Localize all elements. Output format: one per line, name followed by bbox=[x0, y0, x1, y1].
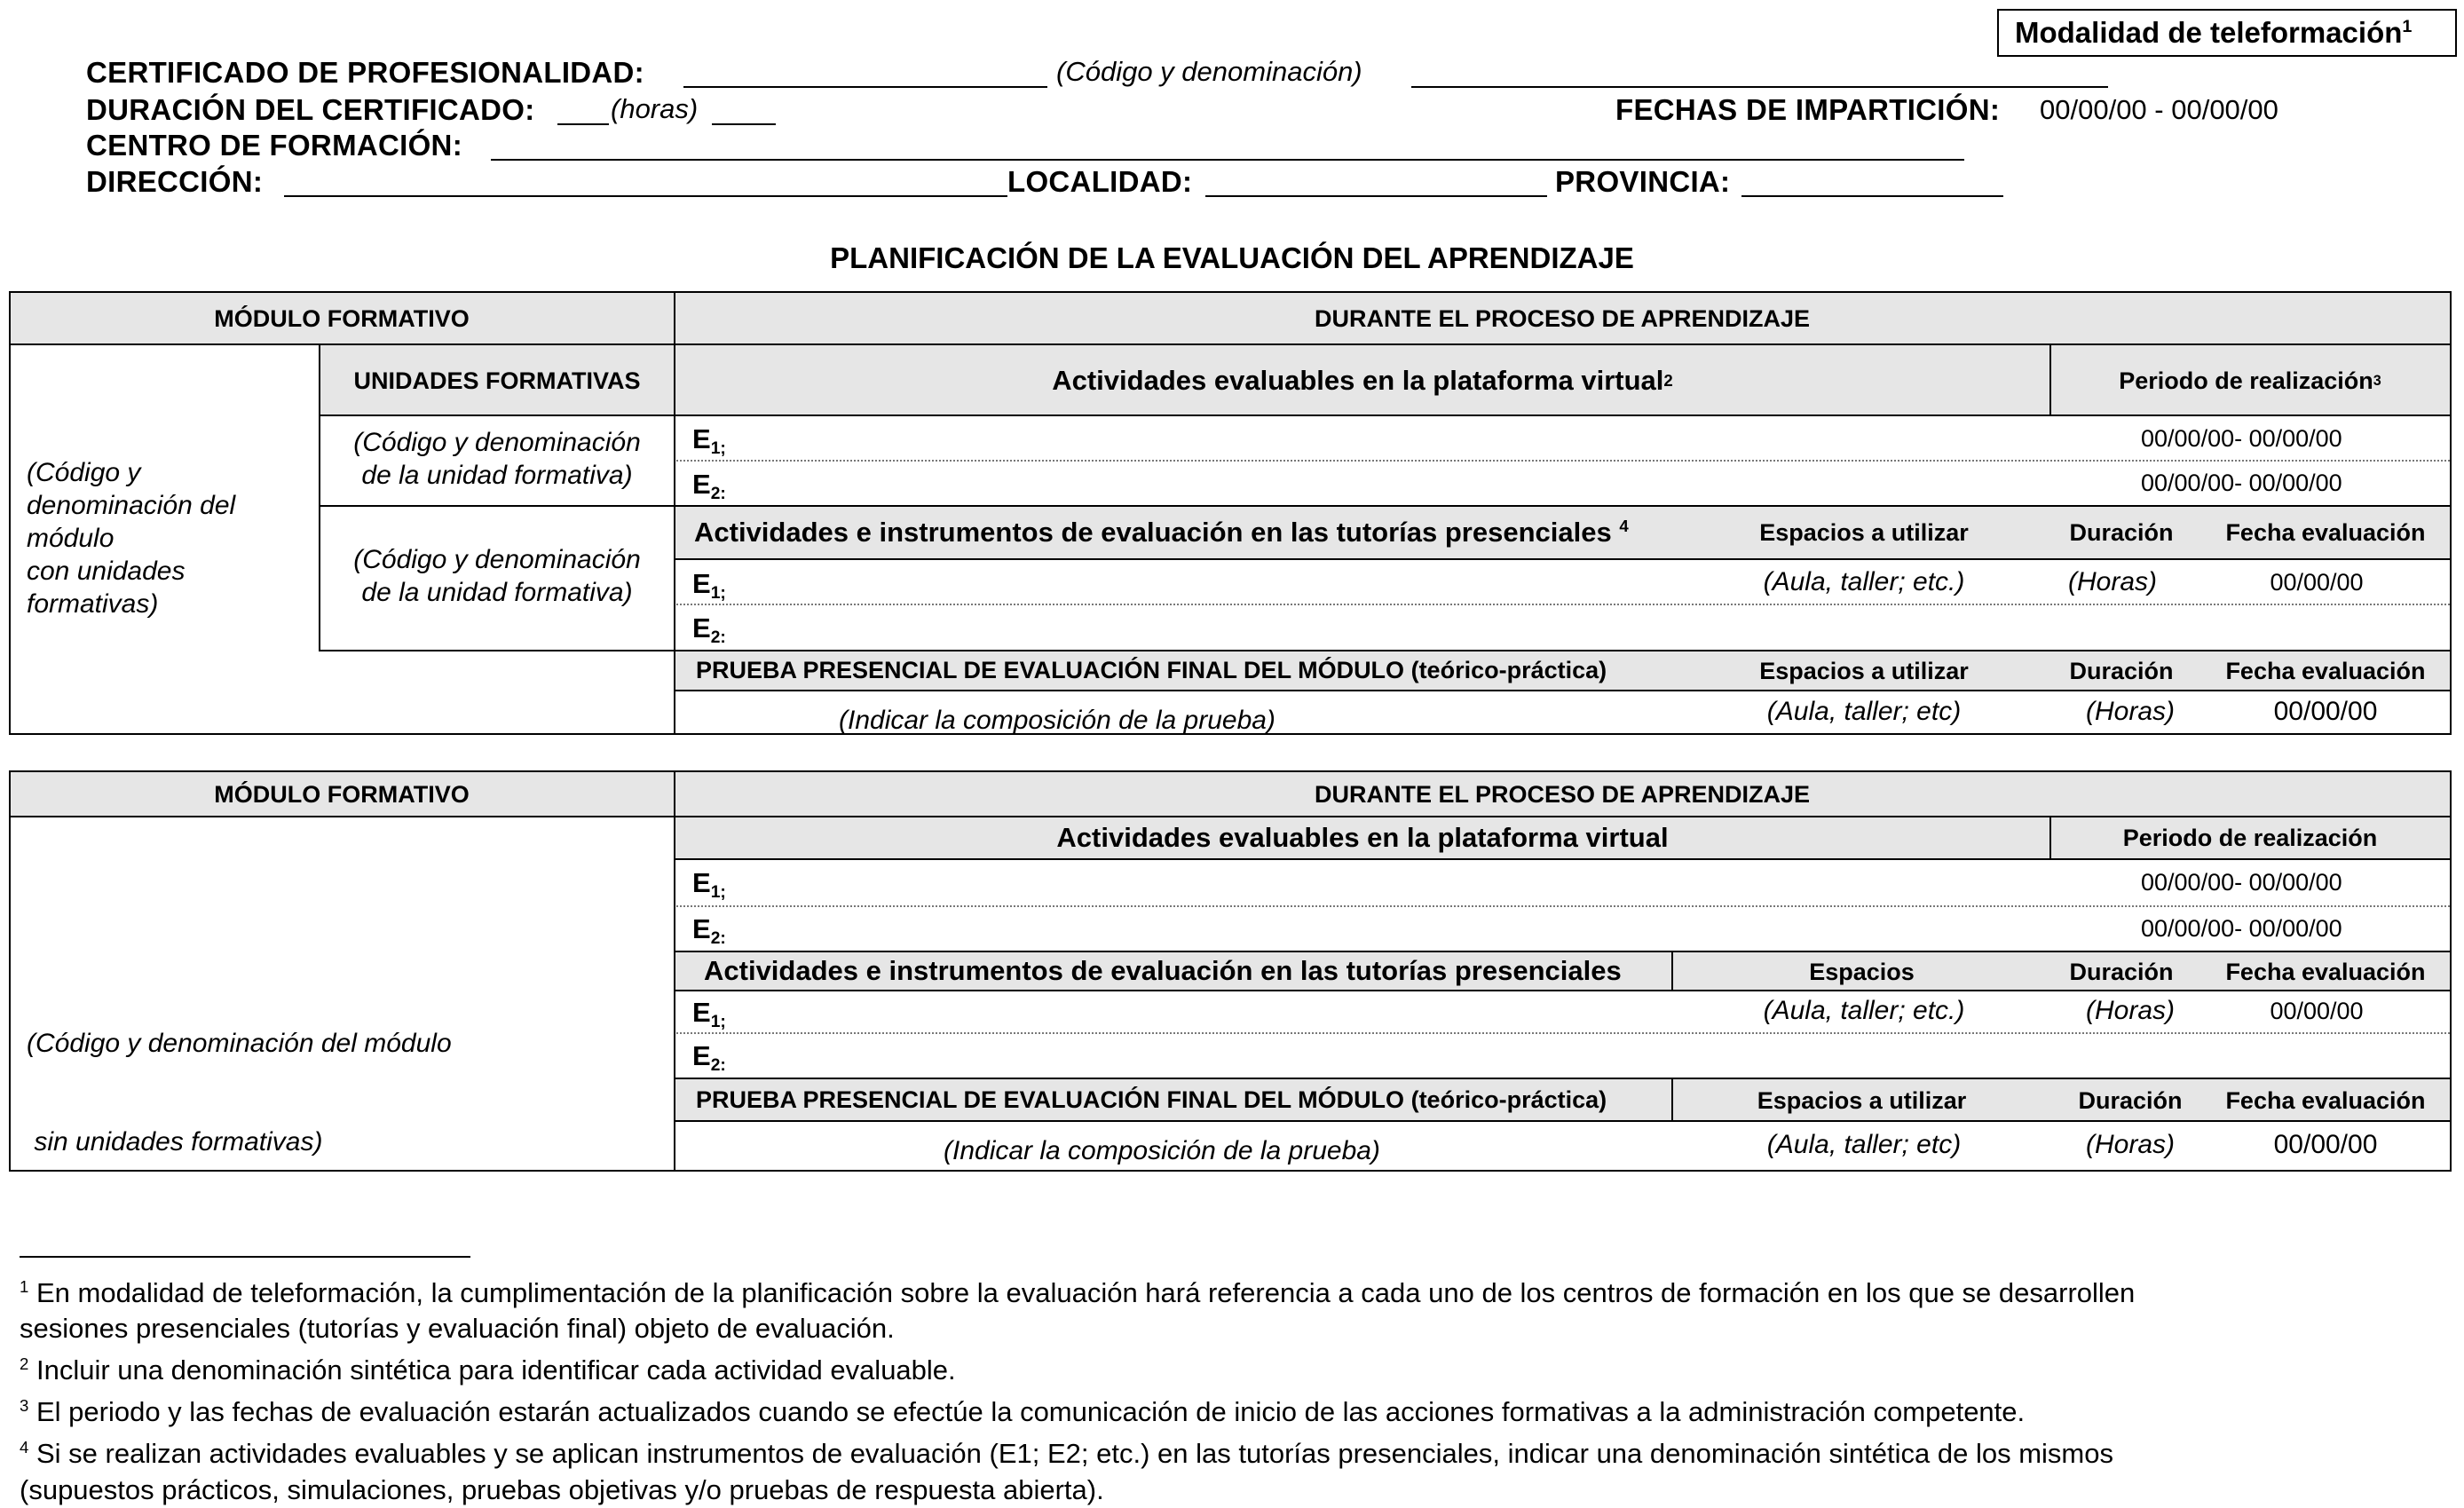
tutor-date-value-2: 00/00/00 bbox=[2270, 997, 2364, 1024]
virtual-period-1-2: 00/00/00- 00/00/00 bbox=[2141, 869, 2342, 896]
footnote-1: $^1$ En modalidad de teleformación, la cumplimentación de la planificación sobre la evaluación hará referencia a cada uno de los centros de formación en los que se desarrollen bbox=[20, 1277, 2136, 1309]
tutor-e2-2: $E_{2:}$ bbox=[692, 1040, 726, 1075]
final-test-header: PRUEBA PRESENCIAL DE EVALUACIÓN FINAL DEL MÓDULO (teórico-práctica) bbox=[696, 657, 1607, 683]
final-spaces-header-2: Espacios a utilizar bbox=[1757, 1086, 1967, 1114]
tutor-spaces-header: Espacios a utilizar bbox=[1759, 518, 1969, 546]
tutor-date-header-2: Fecha evaluación bbox=[2225, 958, 2426, 985]
final-duration-header: Duración bbox=[2069, 657, 2174, 684]
unit-2-description: (Código y denominación de la unidad formativa) bbox=[353, 545, 641, 607]
tutor-date-value: 00/00/00 bbox=[2270, 568, 2364, 596]
modality-label: Modalidad de teleformación bbox=[2015, 16, 2403, 49]
process-header-2: DURANTE EL PROCESO DE APRENDIZAJE bbox=[1314, 780, 1811, 808]
final-date-value: 00/00/00 bbox=[2273, 697, 2378, 726]
virtual-activities-header-2: Actividades evaluables en la plataforma virtual bbox=[1056, 822, 1669, 853]
period-header-2: Periodo de realización bbox=[2122, 824, 2378, 851]
virtual-period-2-2: 00/00/00- 00/00/00 bbox=[2141, 915, 2342, 942]
final-spaces-value: (Aula, taller; etc) bbox=[1766, 697, 1962, 726]
footnote-3: $^3$ El periodo y las fechas de evaluación estarán actualizados cuando se efectúe la comunicación de inicio de las acciones formativas a la administración competente. bbox=[20, 1396, 2026, 1428]
tutor-date-header: Fecha evaluación bbox=[2225, 518, 2426, 546]
virtual-e2: $E_{2:}$ bbox=[692, 469, 726, 503]
final-test-header-2: PRUEBA PRESENCIAL DE EVALUACIÓN FINAL DEL MÓDULO (teórico-práctica) bbox=[696, 1086, 1607, 1113]
dates-value: 00/00/00 - 00/00/00 bbox=[2040, 94, 2278, 125]
duration-label: DURACIÓN DEL CERTIFICADO: bbox=[86, 93, 535, 126]
tutor-hours-value: (Horas) bbox=[2067, 567, 2157, 596]
duration-hint: (horas) bbox=[611, 93, 699, 124]
tutor-e1-2: $E_{1;}$ bbox=[692, 997, 726, 1031]
address-label: DIRECCIÓN: bbox=[86, 165, 264, 198]
process-header: DURANTE EL PROCESO DE APRENDIZAJE bbox=[1314, 304, 1811, 332]
final-duration-header-2: Duración bbox=[2078, 1086, 2183, 1114]
module-header: MÓDULO FORMATIVO bbox=[214, 304, 470, 332]
province-label: PROVINCIA: bbox=[1555, 165, 1731, 198]
virtual-e2-2: $E_{2:}$ bbox=[692, 913, 726, 948]
unit-1-description: (Código y denominación de la unidad formativa) bbox=[353, 428, 641, 490]
period-header: Periodo de realización 3 bbox=[2119, 367, 2381, 394]
tutor-duration-header: Duración bbox=[2069, 518, 2174, 546]
virtual-activities-header: Actividades evaluables en la plataforma virtual 2 bbox=[1052, 365, 1673, 396]
module-description: (Código y denominación del módulo con unidades formativas) bbox=[27, 458, 236, 619]
dates-label: FECHAS DE IMPARTICIÓN: bbox=[1615, 93, 2001, 126]
footnote-ref-1: 1 bbox=[2402, 17, 2413, 37]
cert-label: CERTIFICADO DE PROFESIONALIDAD: bbox=[86, 56, 644, 89]
tutor-spaces-value: (Aula, taller; etc.) bbox=[1763, 567, 1965, 596]
footnote-2: $^2$ Incluir una denominación sintética para identificar cada actividad evaluable. bbox=[20, 1354, 956, 1386]
module-description-2: (Código y denominación del módulo sin unidades formativas) bbox=[27, 1029, 452, 1157]
final-hours-value: (Horas) bbox=[2085, 697, 2175, 726]
locality-label: LOCALIDAD: bbox=[1007, 165, 1193, 198]
final-date-value-2: 00/00/00 bbox=[2273, 1130, 2378, 1159]
footnote-1-cont: sesiones presenciales (tutorías y evaluación final) objeto de evaluación. bbox=[20, 1313, 895, 1345]
tutor-e1: $E_{1;}$ bbox=[692, 568, 726, 603]
final-date-header: Fecha evaluación bbox=[2225, 657, 2426, 684]
tutor-spaces-value-2: (Aula, taller; etc.) bbox=[1763, 996, 1965, 1025]
virtual-e1-2: $E_{1;}$ bbox=[692, 867, 726, 902]
tutor-hours-value-2: (Horas) bbox=[2085, 996, 2175, 1025]
footnote-4-cont: (supuestos prácticos, simulaciones, pruebas objetivas y/o pruebas de respuesta abierta). bbox=[20, 1473, 1104, 1505]
virtual-e1: $E_{1;}$ bbox=[692, 423, 726, 458]
tutor-activities-header: Actividades e instrumentos de evaluación en las tutorías presenciales $^4$ bbox=[694, 517, 1629, 549]
final-spaces-header: Espacios a utilizar bbox=[1759, 657, 1969, 684]
cert-hint: (Código y denominación) bbox=[1056, 56, 1362, 87]
modality-box bbox=[1997, 9, 2457, 57]
units-header: UNIDADES FORMATIVAS bbox=[353, 367, 641, 394]
page-title: PLANIFICACIÓN DE LA EVALUACIÓN DEL APRENDIZAJE bbox=[830, 241, 1634, 274]
module-header-2: MÓDULO FORMATIVO bbox=[214, 780, 470, 808]
footnotes bbox=[20, 1269, 2135, 1508]
final-test-description-2: (Indicar la composición de la prueba) bbox=[944, 1136, 1380, 1165]
footnote-separator bbox=[20, 1256, 470, 1258]
tutor-spaces-header-2: Espacios bbox=[1809, 958, 1915, 985]
center-label: CENTRO DE FORMACIÓN: bbox=[86, 129, 462, 162]
footnote-4: $^4$ Si se realizan actividades evaluables y se aplican instrumentos de evaluación (E1; E2; etc.) en las tutorías presenciales, indicar una denominación sintética de los mismos bbox=[20, 1438, 2113, 1470]
tutor-activities-header-2: Actividades e instrumentos de evaluación en las tutorías presenciales bbox=[704, 955, 1622, 986]
final-spaces-value-2: (Aula, taller; etc) bbox=[1766, 1130, 1962, 1159]
tutor-duration-header-2: Duración bbox=[2069, 958, 2174, 985]
final-date-header-2: Fecha evaluación bbox=[2225, 1086, 2426, 1114]
tutor-e2: $E_{2:}$ bbox=[692, 612, 726, 647]
virtual-period-1: 00/00/00- 00/00/00 bbox=[2141, 425, 2342, 452]
final-hours-value-2: (Horas) bbox=[2085, 1130, 2175, 1159]
virtual-period-2: 00/00/00- 00/00/00 bbox=[2141, 470, 2342, 496]
final-test-description: (Indicar la composición de la prueba) bbox=[839, 706, 1275, 735]
